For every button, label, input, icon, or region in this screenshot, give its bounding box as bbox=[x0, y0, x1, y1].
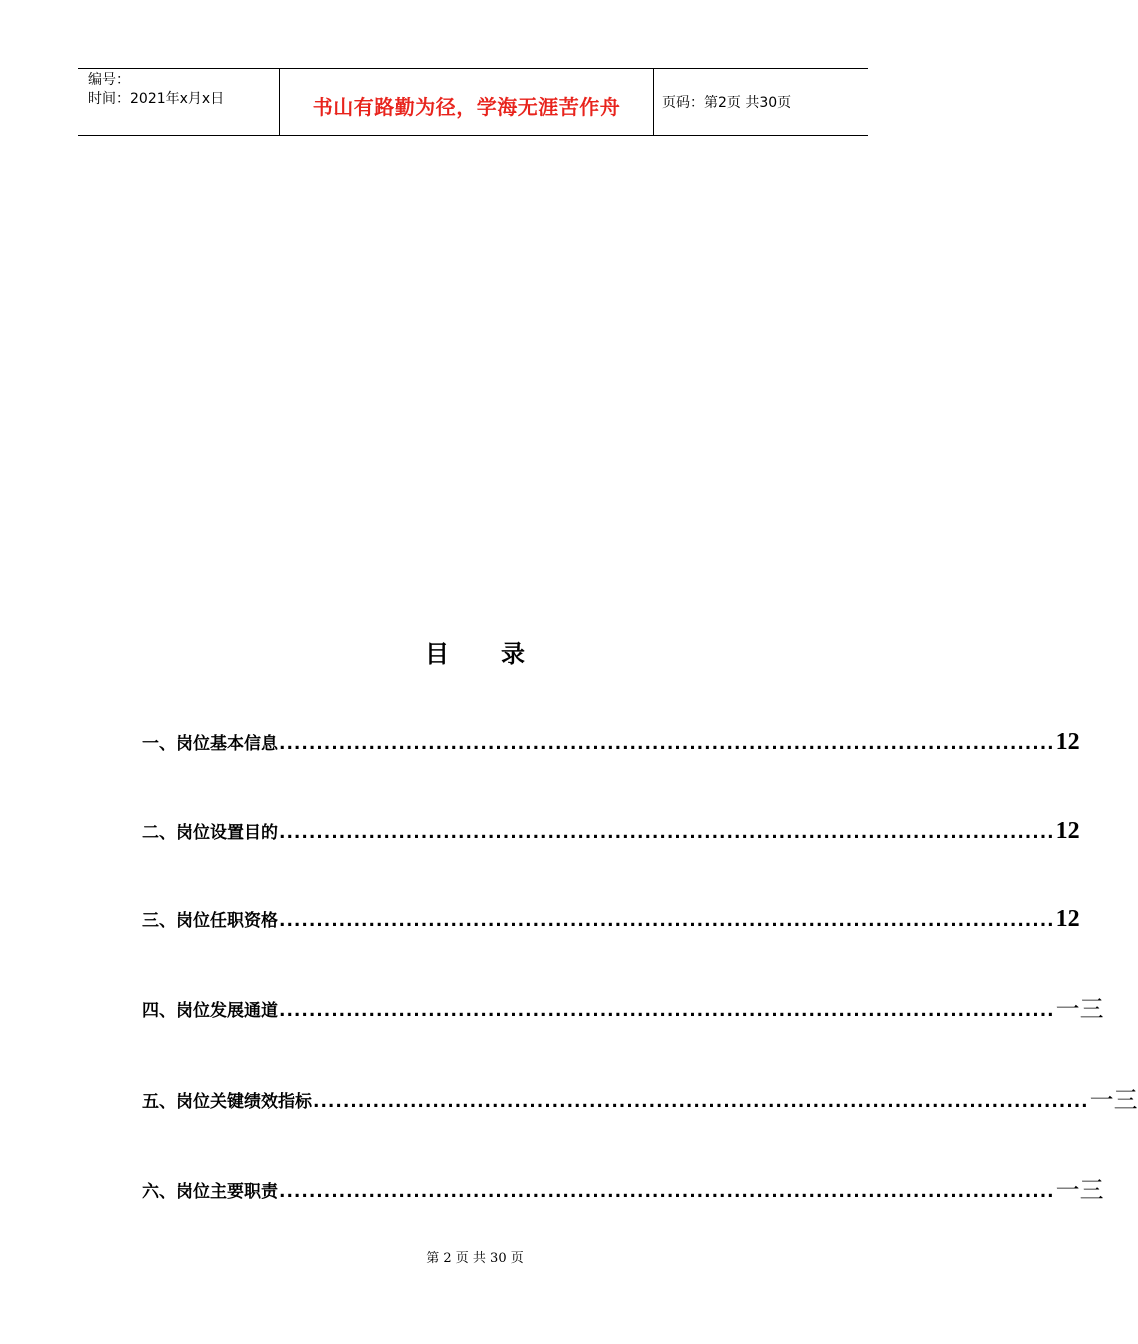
document-date: 时间：2021年x月x日 bbox=[88, 91, 225, 107]
header-page-cell bbox=[654, 69, 868, 135]
toc-entry-label: 五、岗位关键绩效指标 bbox=[142, 1092, 312, 1112]
document-number-label: 编号： bbox=[88, 72, 130, 88]
toc-entry-page: 一三 bbox=[1055, 995, 1104, 1023]
toc-entry-label: 二、岗位设置目的 bbox=[142, 823, 278, 843]
toc-entry-page: 12 bbox=[1055, 729, 1080, 755]
toc-entry[interactable] bbox=[142, 1083, 1138, 1114]
toc-entry-label: 六、岗位主要职责 bbox=[142, 1182, 278, 1202]
toc-leader-dots: ........................................................................................................ bbox=[279, 1182, 1055, 1202]
page-header bbox=[78, 68, 868, 136]
toc-leader-dots: ........................................................................................................ bbox=[279, 1001, 1055, 1021]
toc-leader-dots: ........................................................................................................ bbox=[279, 823, 1055, 843]
toc-title-char: 目 bbox=[425, 640, 449, 668]
header-motto: 书山有路勤为径，学海无涯苦作舟 bbox=[312, 94, 621, 119]
toc-entry-page: 一三 bbox=[1089, 1086, 1138, 1114]
page-footer: 第 2 页 共 30 页 bbox=[426, 1251, 524, 1266]
toc-entry[interactable] bbox=[142, 814, 1080, 844]
toc-entry-label: 三、岗位任职资格 bbox=[142, 911, 278, 931]
toc-entry[interactable] bbox=[142, 1173, 1104, 1204]
toc-leader-dots: ........................................................................................................ bbox=[279, 734, 1055, 754]
header-motto-cell bbox=[280, 69, 654, 135]
header-page-label: 页码：第2页 共30页 bbox=[662, 95, 792, 111]
toc-entry-page: 一三 bbox=[1055, 1176, 1104, 1204]
toc-title bbox=[0, 634, 950, 669]
toc-title-char: 录 bbox=[501, 640, 525, 668]
toc-entry-page: 12 bbox=[1055, 906, 1080, 932]
toc-leader-dots: ........................................................................................................ bbox=[279, 911, 1055, 931]
toc-entry[interactable] bbox=[142, 725, 1080, 755]
toc-leader-dots: ........................................................................................................ bbox=[313, 1092, 1089, 1112]
toc-entry-label: 一、岗位基本信息 bbox=[142, 734, 278, 754]
toc-entry[interactable] bbox=[142, 902, 1080, 932]
toc-entry-label: 四、岗位发展通道 bbox=[142, 1001, 278, 1021]
toc-entry-page: 12 bbox=[1055, 818, 1080, 844]
header-meta bbox=[78, 69, 280, 135]
toc-entry[interactable] bbox=[142, 992, 1104, 1023]
